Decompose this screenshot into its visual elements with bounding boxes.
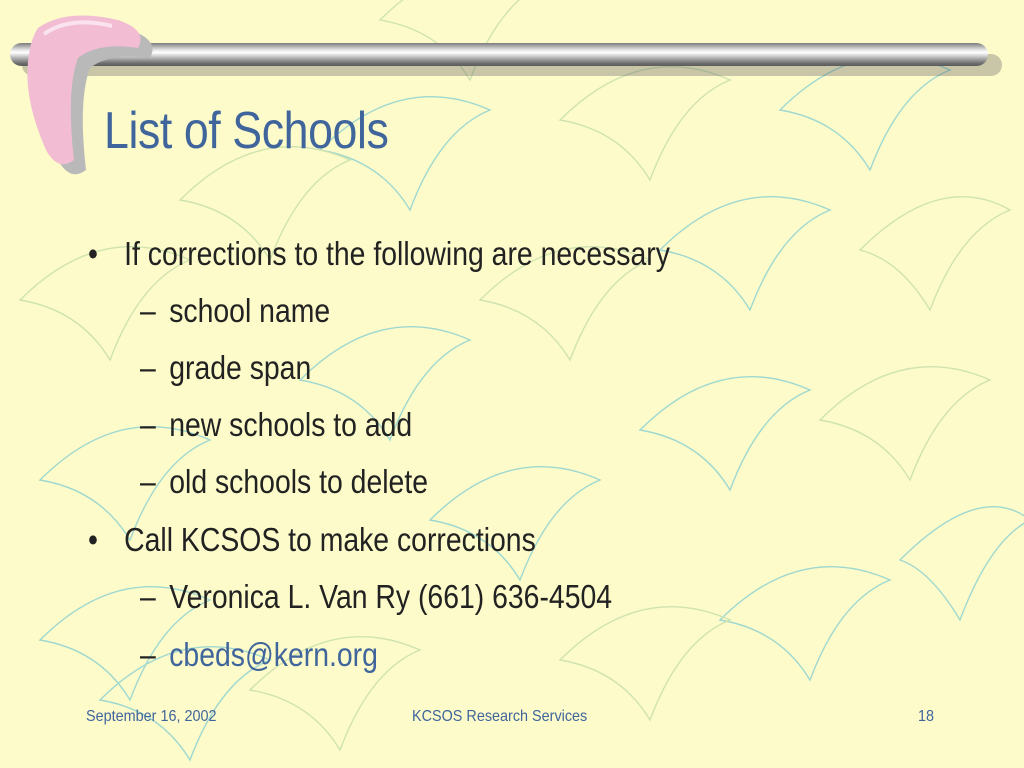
- sub-bullet-item: [140, 349, 311, 387]
- sub-bullet-item: [140, 292, 330, 330]
- contact-name-phone: Veronica L. Van Ry (661) 636-4504: [169, 578, 613, 615]
- footer-date: September 16, 2002: [86, 708, 217, 725]
- bullet-text: Call KCSOS to make corrections: [124, 521, 536, 558]
- sub-bullet-item: [140, 578, 612, 616]
- sub-bullet-text: old schools to delete: [169, 463, 428, 500]
- bullet-item: [88, 235, 670, 273]
- dash-marker: –: [140, 578, 156, 615]
- dash-marker: –: [140, 349, 156, 386]
- bullet-item: [88, 521, 536, 559]
- bullet-marker: •: [88, 235, 98, 272]
- boomerang-logo-icon: [0, 0, 180, 200]
- email-link[interactable]: cbeds@kern.org: [169, 636, 378, 673]
- bullet-text: If corrections to the following are necessary: [124, 235, 670, 272]
- slide-title: List of Schools: [104, 102, 389, 160]
- page-number: 18: [918, 708, 935, 725]
- sub-bullet-item: [140, 463, 428, 501]
- sub-bullet-text: school name: [169, 292, 331, 329]
- sub-bullet-item: [140, 636, 378, 674]
- footer-center-text: KCSOS Research Services: [412, 708, 588, 725]
- sub-bullet-text: new schools to add: [169, 406, 413, 443]
- sub-bullet-text: grade span: [169, 349, 312, 386]
- dash-marker: –: [140, 636, 156, 673]
- bullet-marker: •: [88, 521, 98, 558]
- dash-marker: –: [140, 406, 156, 443]
- dash-marker: –: [140, 463, 156, 500]
- sub-bullet-item: [140, 406, 412, 444]
- dash-marker: –: [140, 292, 156, 329]
